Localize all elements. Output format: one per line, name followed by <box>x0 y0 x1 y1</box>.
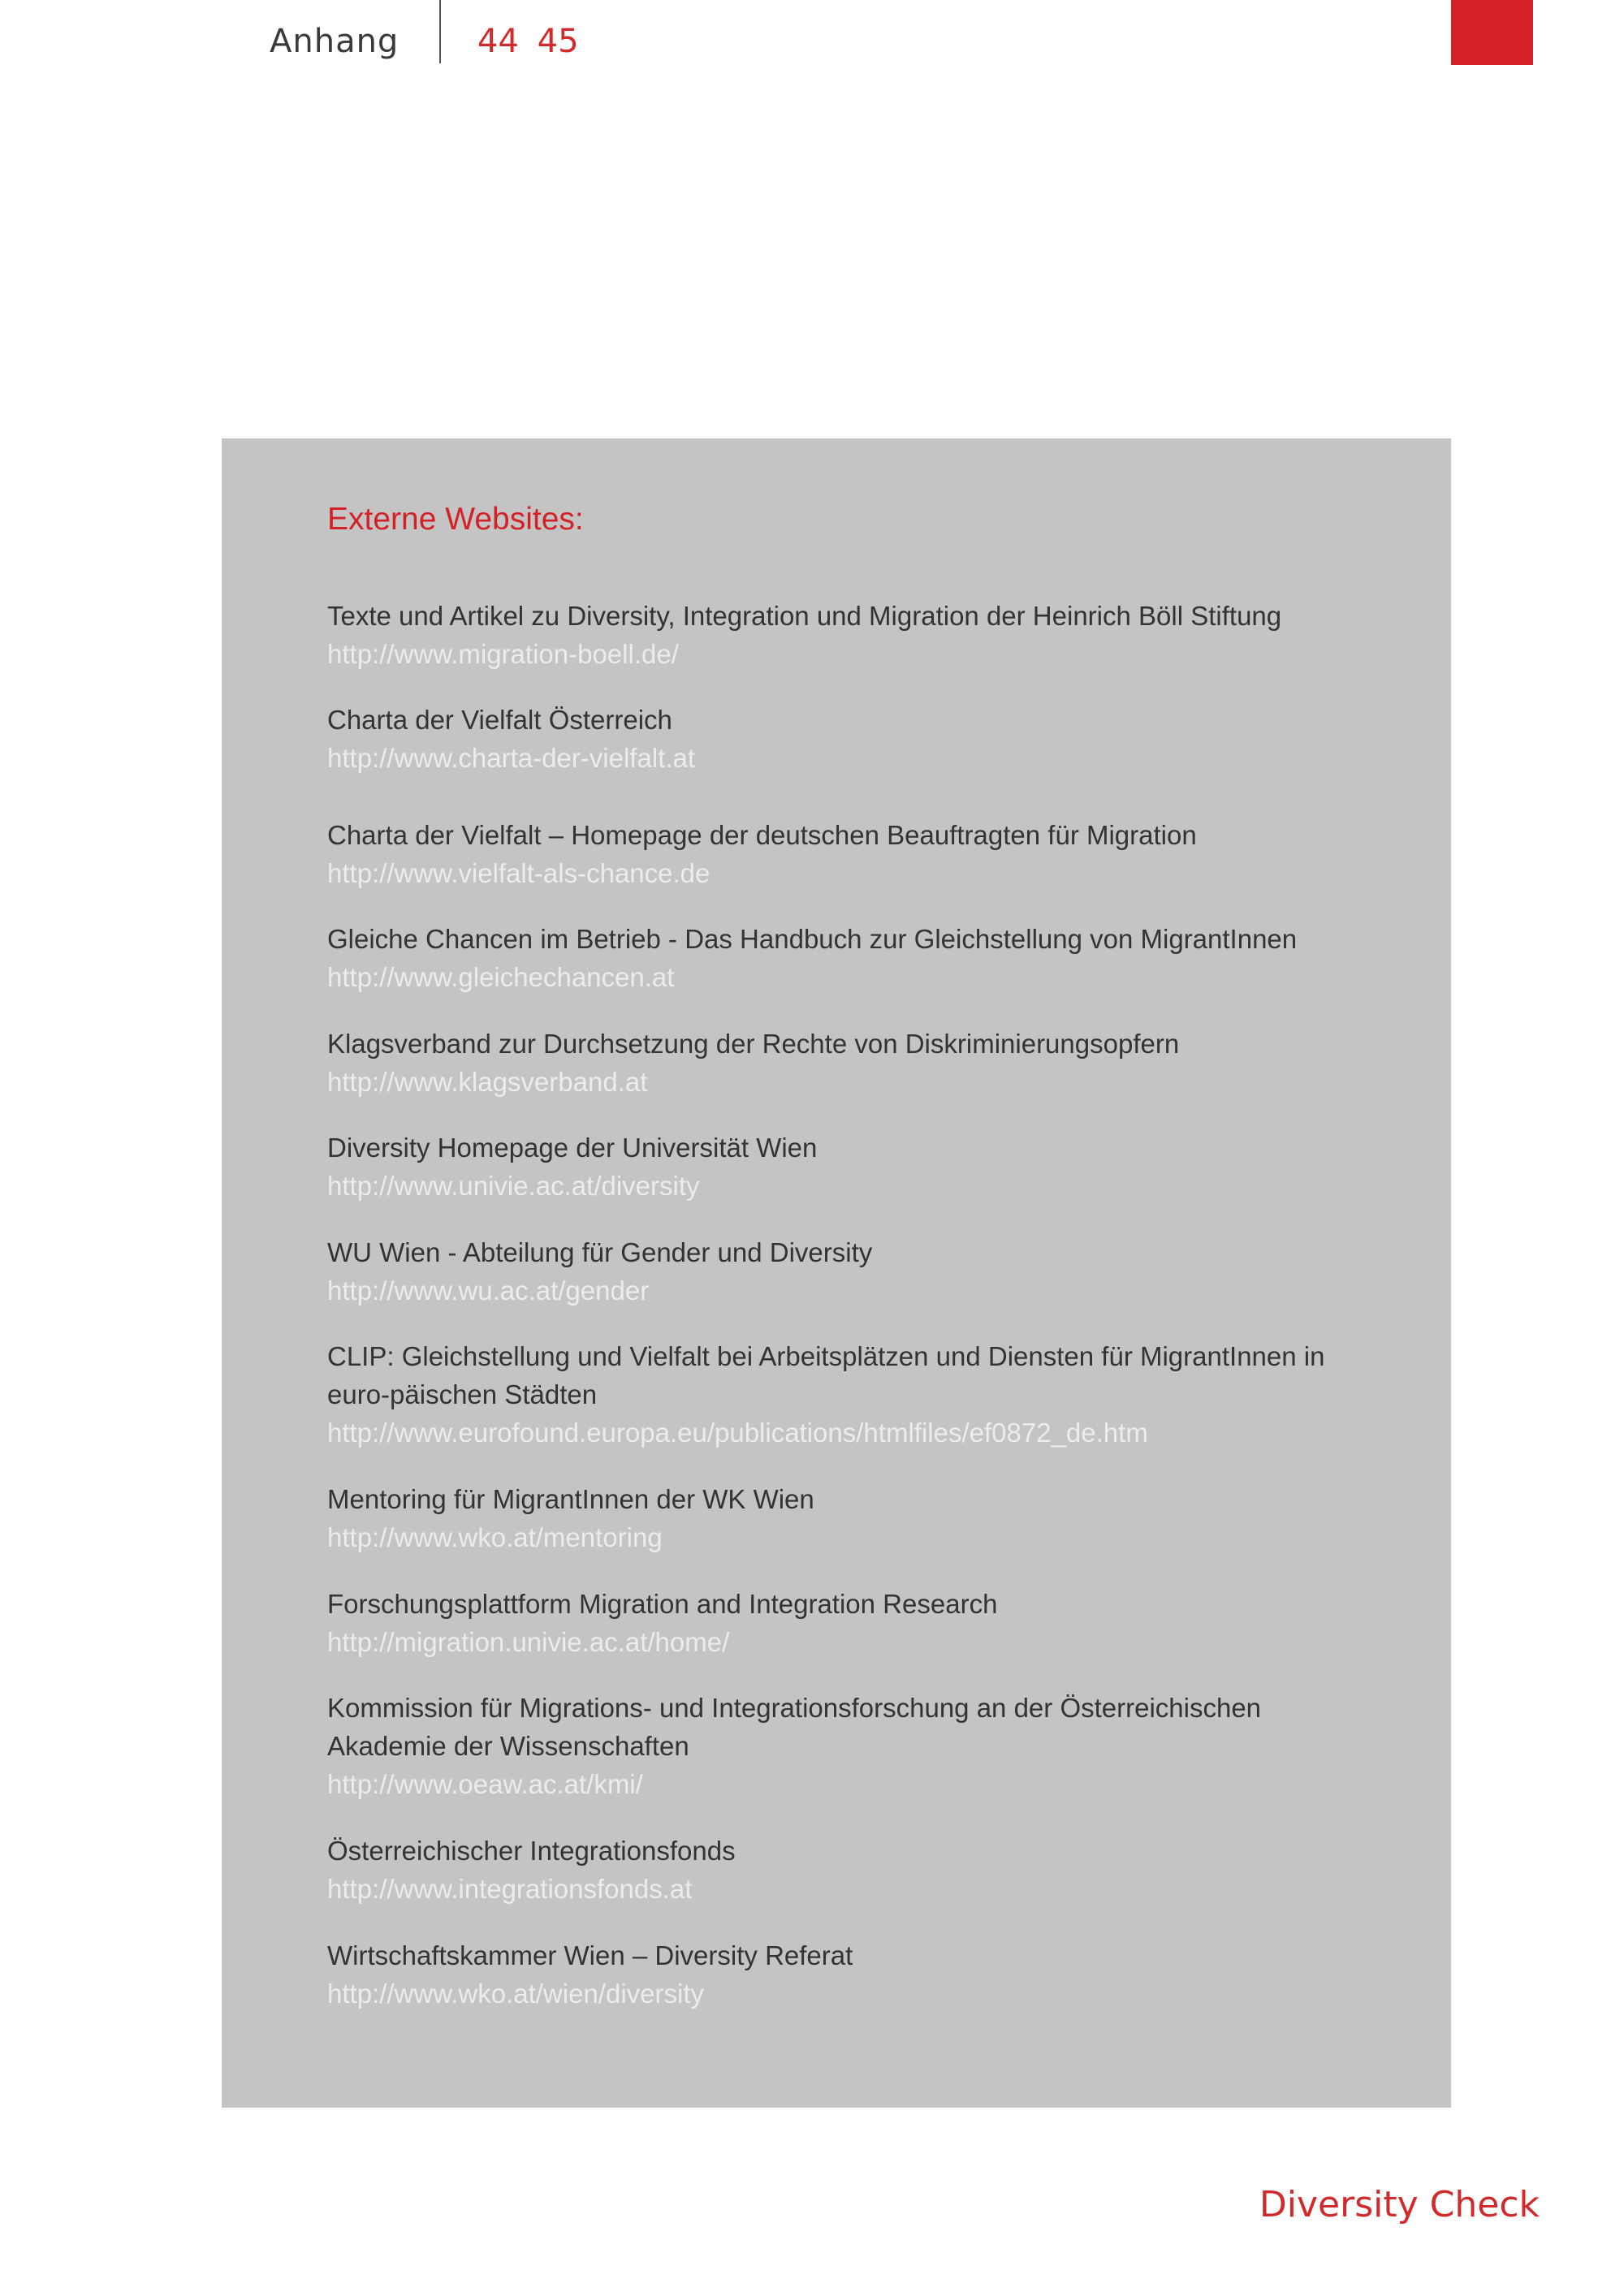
entry-title: Österreichischer Integrationsfonds <box>327 1836 736 1866</box>
entry-title: Forschungsplattform Migration and Integration Research <box>327 1589 998 1619</box>
list-item <box>327 1480 1358 1556</box>
entry-url-link[interactable]: http://www.wu.ac.at/gender <box>327 1275 650 1306</box>
entry-url-link[interactable]: http://www.gleichechancen.at <box>327 962 675 992</box>
entry-url-link[interactable]: http://migration.univie.ac.at/home/ <box>327 1627 730 1657</box>
entry-url-link[interactable]: http://www.vielfalt-als-chance.de <box>327 858 710 888</box>
websites-panel <box>222 438 1451 2108</box>
entry-title: Charta der Vielfalt Österreich <box>327 705 672 735</box>
footer-brand: Diversity Check <box>1259 2184 1540 2225</box>
list-item <box>327 1129 1358 1205</box>
corner-tab <box>1451 0 1533 65</box>
entry-url-link[interactable]: http://www.wko.at/wien/diversity <box>327 1979 704 2009</box>
entry-title: CLIP: Gleichstellung und Vielfalt bei Arbeitsplätzen und Diensten für MigrantInnen in euro-päischen Städten <box>327 1341 1325 1409</box>
list-item <box>327 597 1358 673</box>
header-page-numbers: 44 45 <box>477 23 579 60</box>
panel-heading: Externe Websites: <box>327 502 584 537</box>
entry-url-link[interactable]: http://www.klagsverband.at <box>327 1067 648 1097</box>
list-item <box>327 1936 1358 2013</box>
entry-title: Charta der Vielfalt – Homepage der deutschen Beauftragten für Migration <box>327 820 1197 850</box>
entry-title: Mentoring für MigrantInnen der WK Wien <box>327 1484 814 1514</box>
header-section-title: Anhang <box>270 23 400 60</box>
entry-url-link[interactable]: http://www.charta-der-vielfalt.at <box>327 743 696 773</box>
list-item <box>327 1689 1358 1803</box>
list-item <box>327 1585 1358 1661</box>
entry-url-link[interactable]: http://www.migration-boell.de/ <box>327 639 679 669</box>
list-item <box>327 1832 1358 1908</box>
entry-url-link[interactable]: http://www.univie.ac.at/diversity <box>327 1171 700 1201</box>
entry-title: Gleiche Chancen im Betrieb - Das Handbuch zur Gleichstellung von MigrantInnen <box>327 924 1298 954</box>
entry-title: Texte und Artikel zu Diversity, Integration und Migration der Heinrich Böll Stiftung <box>327 601 1282 631</box>
list-item <box>327 701 1358 777</box>
entry-url-link[interactable]: http://www.integrationsfonds.at <box>327 1874 693 1904</box>
list-item <box>327 1025 1358 1101</box>
header-divider <box>439 0 441 63</box>
entry-url-link[interactable]: http://www.wko.at/mentoring <box>327 1522 663 1552</box>
entry-url-link[interactable]: http://www.oeaw.ac.at/kmi/ <box>327 1769 643 1799</box>
entry-title: Klagsverband zur Durchsetzung der Rechte von Diskriminierungsopfern <box>327 1029 1180 1059</box>
entry-title: WU Wien - Abteilung für Gender und Diversity <box>327 1237 873 1267</box>
list-item <box>327 816 1358 892</box>
list-item <box>327 920 1358 996</box>
list-item <box>327 1233 1358 1310</box>
entry-url-link[interactable]: http://www.eurofound.europa.eu/publications/htmlfiles/ef0872_de.htm <box>327 1418 1148 1448</box>
list-item <box>327 1337 1358 1452</box>
entry-title: Kommission für Migrations- und Integrationsforschung an der Österreichischen Akademie der Wissenschaften <box>327 1693 1262 1761</box>
entry-title: Wirtschaftskammer Wien – Diversity Referat <box>327 1940 853 1970</box>
entry-title: Diversity Homepage der Universität Wien <box>327 1133 818 1163</box>
